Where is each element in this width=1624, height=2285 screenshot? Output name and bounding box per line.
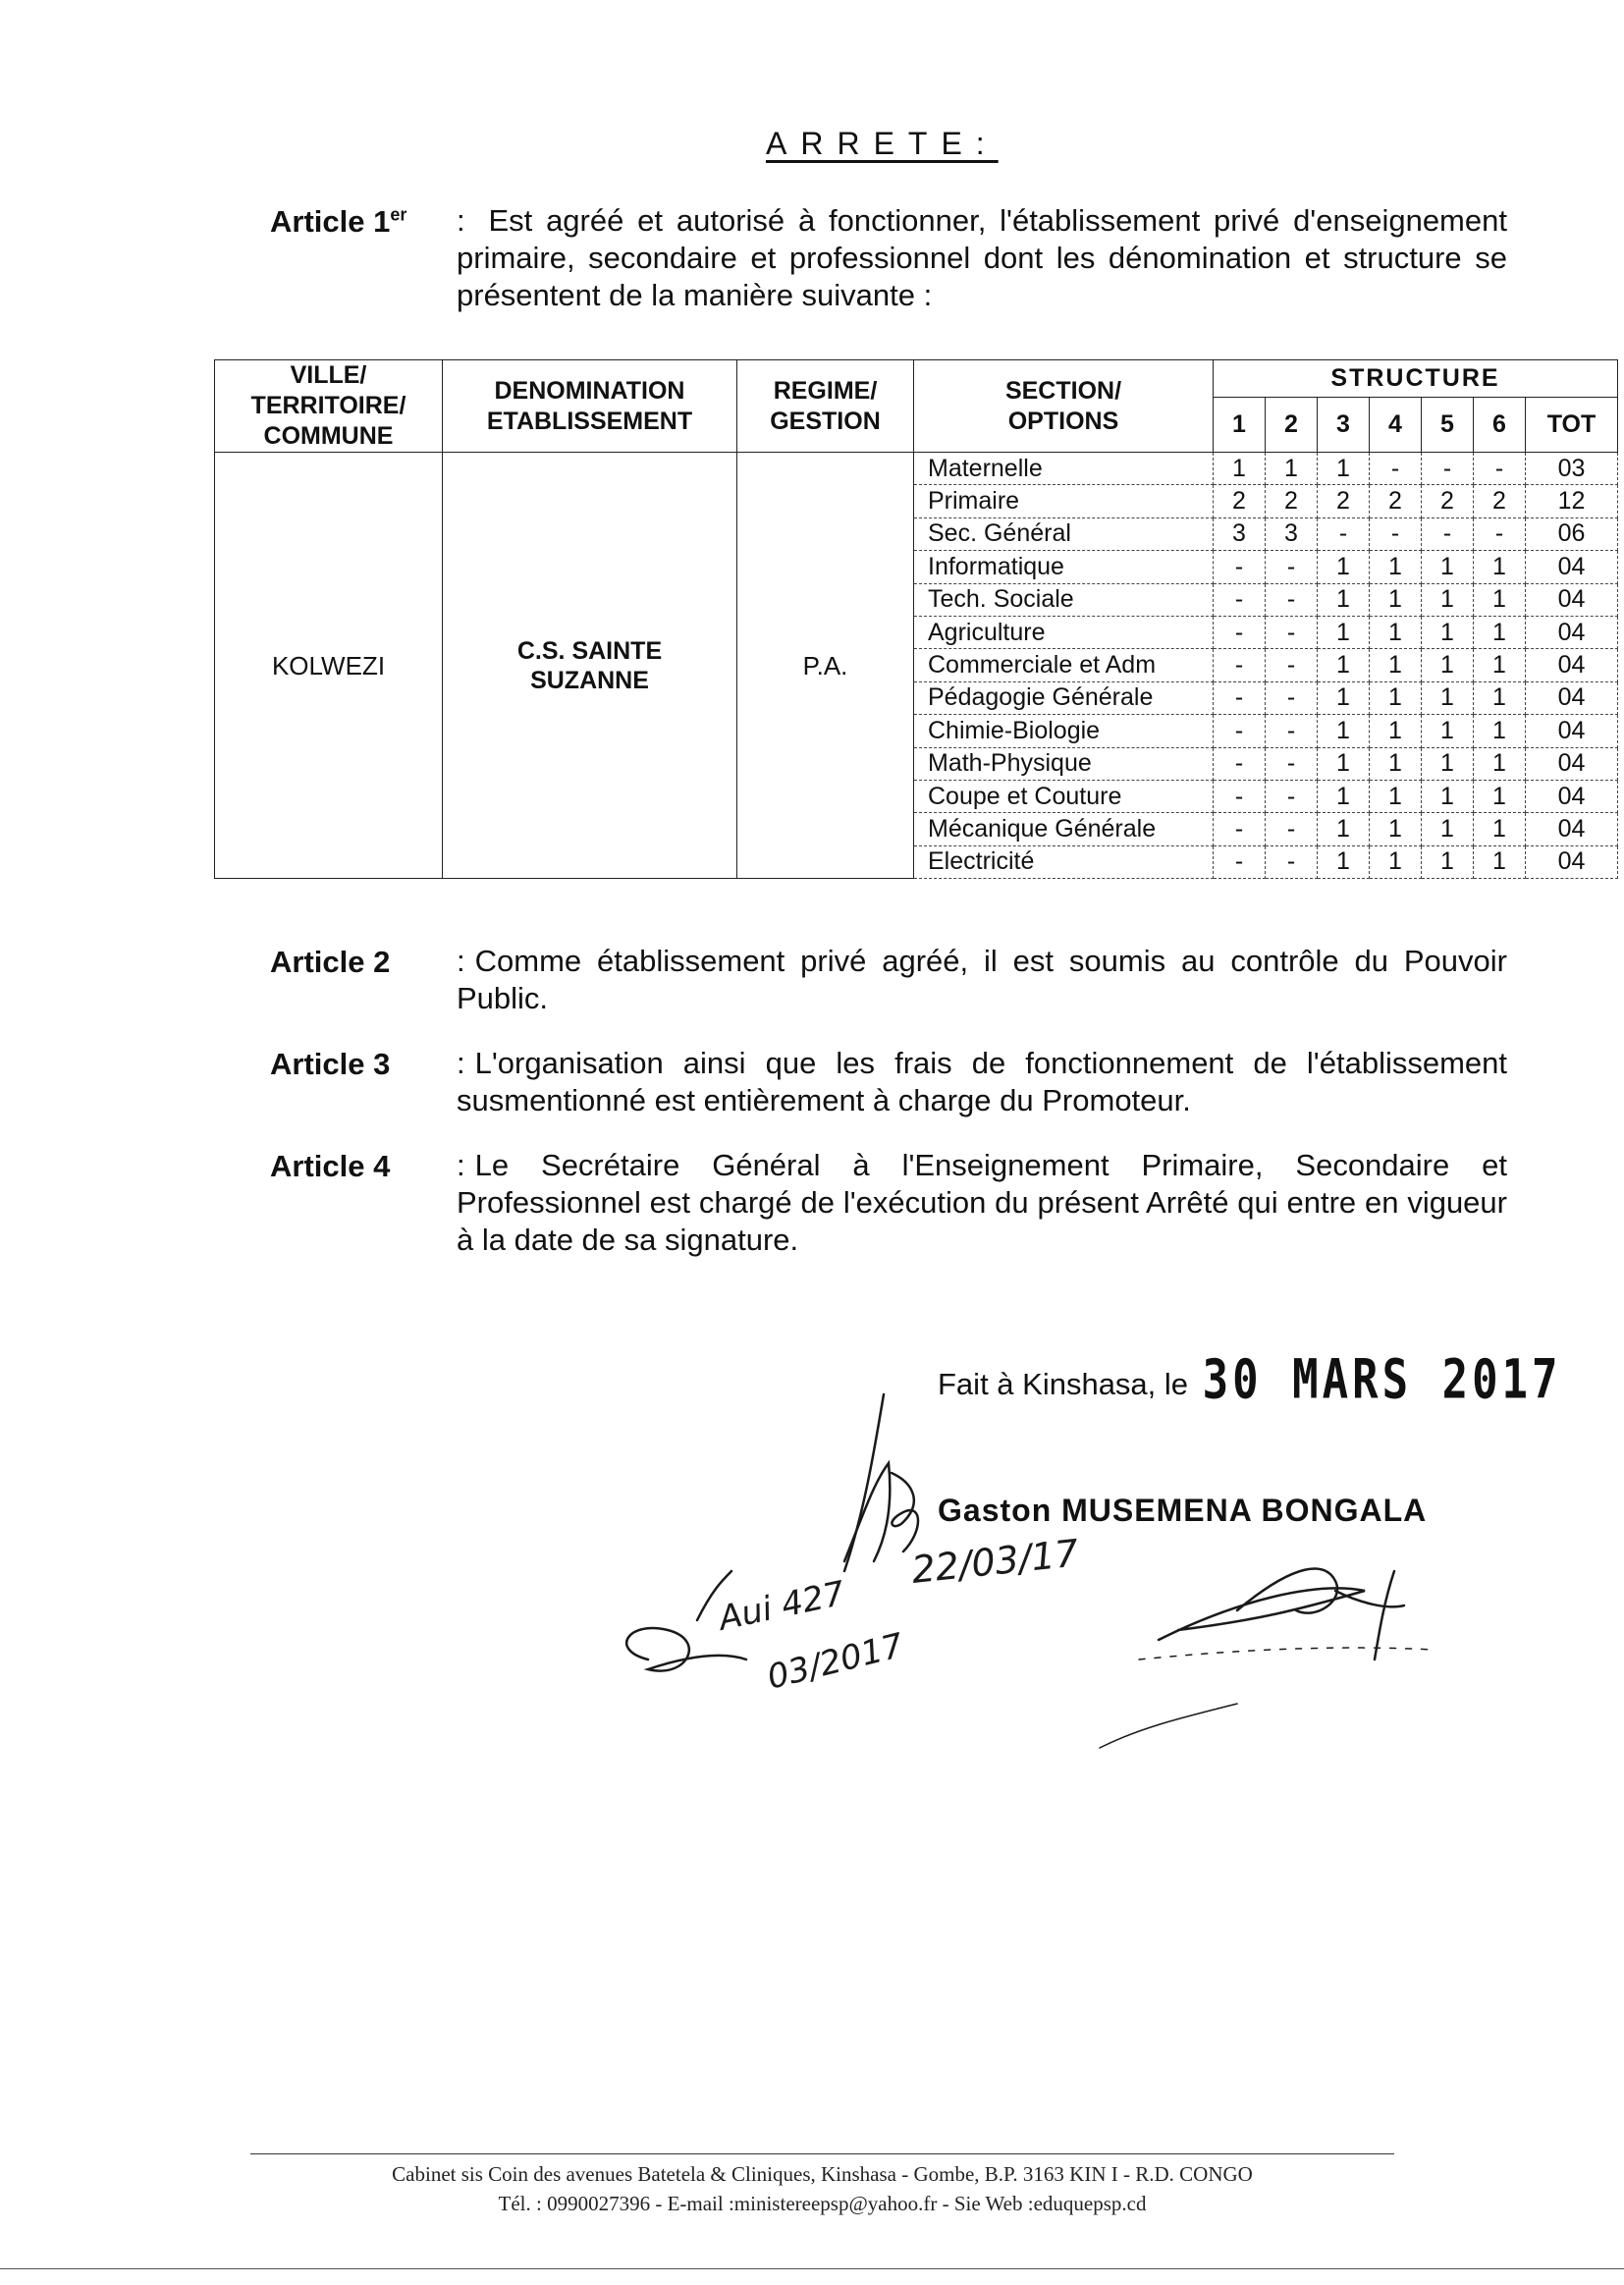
header-denomination: DENOMINATION ETABLISSEMENT	[443, 360, 737, 453]
cell-value: 1	[1318, 681, 1370, 714]
cell-value: 1	[1370, 649, 1422, 681]
cell-value: 1	[1474, 649, 1526, 681]
cell-value: -	[1214, 747, 1266, 780]
cell-value: 1	[1474, 780, 1526, 812]
article-1-text: : Est agréé et autorisé à fonctionner, l'établissement privé d'enseignement primaire, secondaire et professionnel dont les dénomination et structure se présentent de la manière suivante :	[457, 203, 1507, 312]
signature-stroke-1	[1159, 1588, 1365, 1640]
cell-regime: P.A.	[737, 453, 914, 879]
header-ville: VILLE/ TERRITOIRE/ COMMUNE	[215, 360, 443, 453]
article-3-text: : L'organisation ainsi que les frais de fonctionnement de l'établissement susmentionné est entièrement à charge du Promoteur.	[457, 1046, 1507, 1117]
cell-option: Coupe et Couture	[914, 780, 1214, 812]
cell-option: Chimie-Biologie	[914, 715, 1214, 747]
cell-value: 1	[1422, 845, 1474, 878]
cell-total: 06	[1526, 517, 1618, 550]
header-section: SECTION/ OPTIONS	[914, 360, 1214, 453]
cell-value: 1	[1318, 551, 1370, 583]
cell-value: 1	[1474, 747, 1526, 780]
cell-value: -	[1266, 747, 1318, 780]
structure-table	[214, 359, 1618, 879]
cell-value: 1	[1422, 780, 1474, 812]
cell-value: 1	[1370, 616, 1422, 648]
cell-value: 2	[1318, 485, 1370, 517]
cell-value: 1	[1422, 681, 1474, 714]
cell-value: -	[1266, 780, 1318, 812]
header-year-2: 2	[1266, 398, 1318, 453]
cell-value: -	[1214, 616, 1266, 648]
cell-option: Mécanique Générale	[914, 813, 1214, 845]
cell-value: -	[1266, 813, 1318, 845]
cell-value: 1	[1318, 649, 1370, 681]
cell-value: -	[1474, 453, 1526, 485]
table-row	[215, 453, 1618, 485]
cell-option: Tech. Sociale	[914, 583, 1214, 616]
paraph-stroke-3	[892, 1473, 918, 1551]
cell-value: 1	[1474, 583, 1526, 616]
header-year-4: 4	[1370, 398, 1422, 453]
cell-option: Math-Physique	[914, 747, 1214, 780]
cell-total: 04	[1526, 813, 1618, 845]
paraph-stroke-2	[844, 1463, 890, 1561]
article-1-label: Article 1er	[270, 204, 407, 239]
cell-value: -	[1370, 517, 1422, 550]
cell-value: -	[1422, 453, 1474, 485]
cell-value: 1	[1370, 583, 1422, 616]
cell-value: 1	[1474, 813, 1526, 845]
article-2-label: Article 2	[270, 945, 391, 979]
cell-value: -	[1214, 813, 1266, 845]
cell-total: 04	[1526, 551, 1618, 583]
cell-value: 2	[1422, 485, 1474, 517]
cell-value: -	[1474, 517, 1526, 550]
cell-value: 1	[1474, 845, 1526, 878]
cell-total: 03	[1526, 453, 1618, 485]
cell-value: 1	[1318, 453, 1370, 485]
cell-value: 2	[1266, 485, 1318, 517]
cell-value: 1	[1266, 453, 1318, 485]
cell-total: 04	[1526, 649, 1618, 681]
cell-value: 1	[1370, 780, 1422, 812]
signature-tail	[1100, 1704, 1237, 1748]
cell-value: 3	[1214, 517, 1266, 550]
cell-value: -	[1266, 681, 1318, 714]
cell-value: 1	[1422, 813, 1474, 845]
cell-value: 1	[1422, 649, 1474, 681]
header-year-5: 5	[1422, 398, 1474, 453]
cell-value: 1	[1422, 715, 1474, 747]
cell-option: Electricité	[914, 845, 1214, 878]
cell-value: -	[1266, 845, 1318, 878]
bottom-edge-line	[0, 2268, 1624, 2269]
signature-stroke-2	[1237, 1569, 1337, 1613]
cell-value: 1	[1422, 583, 1474, 616]
cell-value: 1	[1422, 551, 1474, 583]
article-1-superscript: er	[390, 204, 407, 225]
cell-value: 1	[1474, 616, 1526, 648]
cell-value: 1	[1214, 453, 1266, 485]
date-stamp: 30 MARS 2017	[1202, 1348, 1562, 1412]
cell-option: Commerciale et Adm	[914, 649, 1214, 681]
cell-ville: KOLWEZI	[215, 453, 443, 879]
handwritten-note-1: 22/03/17	[909, 1531, 1081, 1592]
cell-value: -	[1214, 649, 1266, 681]
cell-value: 1	[1318, 616, 1370, 648]
cell-value: 1	[1370, 715, 1422, 747]
footer-address: Cabinet sis Coin des avenues Batetela & Cliniques, Kinshasa - Gombe, B.P. 3163 KIN I - R.D. CONGO	[392, 2162, 1253, 2186]
article-3-label: Article 3	[270, 1047, 391, 1081]
cell-value: -	[1214, 845, 1266, 878]
cell-value: -	[1214, 583, 1266, 616]
header-structure: STRUCTURE	[1214, 360, 1618, 398]
cell-total: 04	[1526, 845, 1618, 878]
cell-option: Sec. Général	[914, 517, 1214, 550]
cell-value: -	[1214, 780, 1266, 812]
cell-value: -	[1266, 616, 1318, 648]
header-regime: REGIME/ GESTION	[737, 360, 914, 453]
page-heading: ARRETE:	[766, 126, 999, 161]
cell-value: 1	[1318, 845, 1370, 878]
cell-value: 1	[1474, 551, 1526, 583]
cell-value: -	[1214, 551, 1266, 583]
signature-stroke-3	[1335, 1571, 1404, 1659]
article-4-text: : Le Secrétaire Général à l'Enseignement Primaire, Secondaire et Professionnel est chargé de l'exécution du présent Arrêté qui entre en vigueur à la date de sa signature.	[457, 1148, 1507, 1257]
place-date: Fait à Kinshasa, le 30 MARS 2017	[938, 1348, 1562, 1412]
signatures-drawing	[550, 1365, 1532, 1777]
cell-value: 1	[1370, 681, 1422, 714]
header-total: TOT	[1526, 398, 1618, 453]
cell-total: 04	[1526, 747, 1618, 780]
cell-value: -	[1266, 715, 1318, 747]
signer-name: Gaston MUSEMENA BONGALA	[938, 1493, 1428, 1528]
cell-value: 2	[1474, 485, 1526, 517]
cell-option: Maternelle	[914, 453, 1214, 485]
footer-divider	[250, 2153, 1394, 2154]
cell-value: -	[1214, 681, 1266, 714]
cell-option: Agriculture	[914, 616, 1214, 648]
cell-value: 1	[1318, 780, 1370, 812]
cell-value: 2	[1370, 485, 1422, 517]
cell-option: Informatique	[914, 551, 1214, 583]
article-4-label: Article 4	[270, 1149, 391, 1183]
cell-value: 1	[1474, 715, 1526, 747]
cell-total: 04	[1526, 681, 1618, 714]
cell-value: 1	[1370, 551, 1422, 583]
cell-value: 1	[1318, 813, 1370, 845]
cell-value: -	[1370, 453, 1422, 485]
cell-option: Pédagogie Générale	[914, 681, 1214, 714]
signature-stroke-4	[1139, 1648, 1434, 1659]
cell-value: 1	[1370, 845, 1422, 878]
cell-value: -	[1422, 517, 1474, 550]
cell-value: -	[1214, 715, 1266, 747]
cell-value: 1	[1422, 616, 1474, 648]
cell-value: 1	[1370, 747, 1422, 780]
cell-value: 1	[1422, 747, 1474, 780]
cell-value: -	[1318, 517, 1370, 550]
cell-total: 04	[1526, 616, 1618, 648]
header-year-6: 6	[1474, 398, 1526, 453]
cell-total: 04	[1526, 715, 1618, 747]
cell-value: 2	[1214, 485, 1266, 517]
handwritten-note-2: Aui 427	[715, 1573, 848, 1639]
header-year-3: 3	[1318, 398, 1370, 453]
article-2-text: : Comme établissement privé agréé, il est soumis au contrôle du Pouvoir Public.	[457, 944, 1507, 1015]
header-year-1: 1	[1214, 398, 1266, 453]
cell-value: -	[1266, 583, 1318, 616]
cell-total: 04	[1526, 583, 1618, 616]
cell-value: 1	[1318, 583, 1370, 616]
cell-option: Primaire	[914, 485, 1214, 517]
cell-value: -	[1266, 551, 1318, 583]
cell-value: -	[1266, 649, 1318, 681]
cell-denomination: C.S. SAINTE SUZANNE	[443, 453, 737, 879]
cell-value: 1	[1474, 681, 1526, 714]
cell-value: 1	[1370, 813, 1422, 845]
cell-total: 12	[1526, 485, 1618, 517]
cell-value: 1	[1318, 715, 1370, 747]
cell-value: 3	[1266, 517, 1318, 550]
footer-contact: Tél. : 0990027396 - E-mail :ministereepsp@yahoo.fr - Sie Web :eduquepsp.cd	[498, 2192, 1147, 2215]
handwritten-note-3: 03/2017	[763, 1625, 908, 1698]
cell-value: 1	[1318, 747, 1370, 780]
cell-total: 04	[1526, 780, 1618, 812]
